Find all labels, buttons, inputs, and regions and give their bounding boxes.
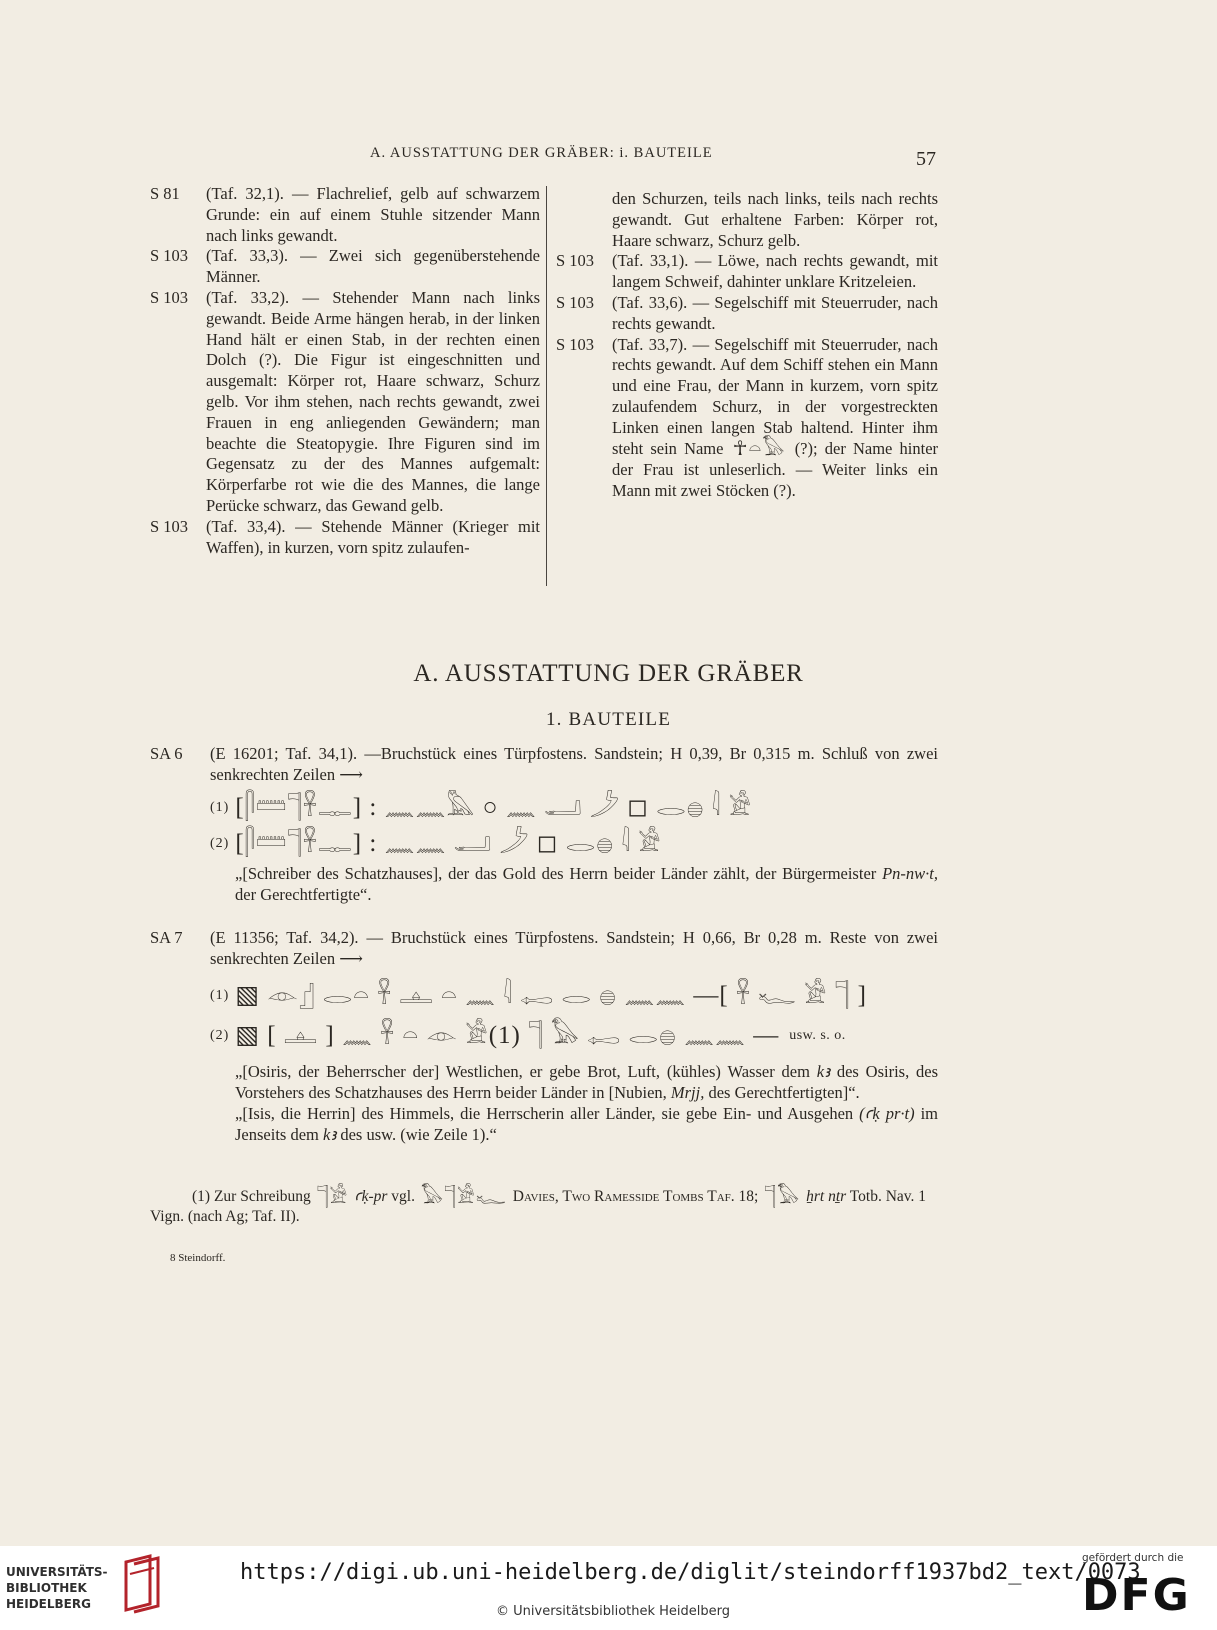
hieroglyph-text-icon: ▧ 𓁹𓊨 𓂋𓏏 𓋹 𓊵 𓏏 𓈖 𓇋 𓉻 𓂋 𓐍 𓈖𓈖 —[ 𓋹 𓆑 𓀀 𓊹 ] <box>235 981 867 1009</box>
footnote <box>150 1187 938 1227</box>
hieroglyph-icon: 𓅃𓊹𓀀𓆑 <box>420 1186 507 1209</box>
entry-text: (Taf. 33,6). — Segelschiff mit Steuerruder, nach rechts gewandt. <box>612 292 938 333</box>
line-number: (1) <box>210 987 230 1003</box>
catalog-entry <box>150 288 540 517</box>
viewer-footer <box>0 1546 1217 1630</box>
page-number: 57 <box>916 148 936 170</box>
hieroglyph-line <box>210 975 938 1015</box>
catalog-entry <box>150 184 540 246</box>
entry-text: (Taf. 33,2). — Stehender Mann nach links gewandt. Beide Arme hängen herab, in der linken Hand hält er einen Stab, in der rechten einen Dolch (?). Die Figur ist eingeschnitten und ausgemalt: Körper rot, Haare schwarz, Schurz gelb. Vor ihm stehen, nach rechts gewandt, zwei Frauen in eng anliegenden Gewändern; man beachte die Steatopygie. Ihre Figuren sind im Gegensatz zu der des Mannes aufgemalt: Körperfarbe rot wie die des Mannes, die lange Perücke schwarz, das Gewand gelb. <box>206 287 540 515</box>
sheet-signature: 8 Steindorff. <box>170 1252 226 1264</box>
translation-text: im Jenseits dem <box>235 1104 939 1144</box>
line-number: (2) <box>210 1027 230 1043</box>
entry-signature: S 103 <box>556 251 595 271</box>
translation <box>150 1103 938 1145</box>
library-logo-icon[interactable] <box>120 1554 164 1618</box>
entry-text: (Taf. 33,3). — Zwei sich gegenüberstehende Männer. <box>206 246 540 287</box>
library-name-line: UNIVERSITÄTS- <box>6 1565 108 1579</box>
line-number: (2) <box>210 835 230 851</box>
hieroglyph-lines <box>150 975 938 1055</box>
hieroglyph-text-icon: [𓋴𓏠𓊹𓋹𓊃] : 𓈖𓈖𓅓 ○ 𓈖 𓂝 𓌳 ◻ 𓂋𓐍 𓇋 𓀀 <box>235 793 753 821</box>
hieroglyph-text-icon: ▧ [ 𓊵 ] 𓈖 𓋹 𓏏 𓁹 𓀀(1) 𓊹 𓅃 𓉻 𓂋𓐍 𓈖𓈖 — <box>235 1021 780 1049</box>
footnote-text: vgl. <box>391 1188 415 1205</box>
hieroglyph-name-icon: ☥𓏏𓅃 <box>732 438 786 461</box>
hieroglyph-line <box>210 1015 938 1055</box>
entry-text: (Taf. 33,4). — Stehende Männer (Krieger mit Waffen), in kurzen, vorn spitz zulaufen- <box>206 516 540 557</box>
permalink-url[interactable]: https://digi.ub.uni-heidelberg.de/diglit/steindorff1937bd2_text/0073 <box>240 1560 1141 1585</box>
hieroglyph-icon: 𓊹𓅃 <box>764 1186 801 1209</box>
catalog-entry <box>150 927 938 969</box>
translation-text: „[Isis, die Herrin] des Himmels, die Herrscherin aller Länder, sie gebe Ein- und Ausgehen <box>235 1104 854 1123</box>
copyright-notice: © Universitätsbibliothek Heidelberg <box>496 1604 731 1619</box>
transliteration: ẖrt nṯr <box>806 1188 847 1205</box>
transliteration: ꜥḳ-pr <box>354 1188 388 1205</box>
section-title: A. AUSSTATTUNG DER GRÄBER <box>413 660 804 687</box>
running-head: A. AUSSTATTUNG DER GRÄBER: i. BAUTEILE <box>370 145 713 161</box>
right-column <box>556 189 938 502</box>
footnote-reference: Davies, Two Ramesside Tombs Taf. 18; <box>512 1188 759 1205</box>
hieroglyph-line <box>210 789 938 825</box>
entry-text: (Taf. 33,1). — Löwe, nach rechts gewandt, mit langem Schweif, dahinter unklare Kritzeleien. <box>612 251 938 292</box>
entry-continuation <box>556 189 938 251</box>
entry-signature: S 103 <box>150 246 189 266</box>
translation-text: „[Osiris, der Beherrscher der] Westlichen, er gebe Brot, Luft, (kühles) Wasser dem <box>235 1062 810 1081</box>
entry-signature: S 103 <box>556 292 595 312</box>
entry-signature: S 103 <box>150 516 189 536</box>
footnote-text: Totb. Nav. 1 Vign. (nach Ag; Taf. II). <box>150 1188 927 1226</box>
translation <box>150 1061 938 1103</box>
catalog-entry <box>150 246 540 288</box>
catalog-entry <box>556 251 938 293</box>
entry-text: (E 16201; Taf. 34,1). —Bruchstück eines Türpfostens. Sandstein; H 0,39, Br 0,315 m. Schluß von zwei senkrechten Zeilen ⟶ <box>210 744 938 784</box>
entry-signature: S 103 <box>556 334 595 354</box>
entry-sa7 <box>150 927 938 1145</box>
funding-label: gefördert durch die <box>1082 1552 1184 1564</box>
entry-signature: SA 7 <box>150 928 183 947</box>
transliteration: (ꜥḳ pr·t) <box>859 1104 915 1123</box>
dfg-logo[interactable]: DFG <box>1082 1570 1191 1621</box>
library-name-line: HEIDELBERG <box>6 1597 91 1611</box>
hieroglyph-text-icon: [𓋴𓏠𓊹𓋹𓊃] : 𓈖𓈖 𓂝 𓌳 ◻ 𓂋𓐍 𓇋 𓀀 <box>235 829 662 857</box>
hieroglyph-icon: 𓊹𓀀 <box>316 1186 349 1209</box>
catalog-entry <box>556 293 938 335</box>
column-divider <box>546 186 547 586</box>
translation-text: des usw. (wie Zeile 1).“ <box>340 1125 497 1144</box>
transliteration: Mrjj, <box>670 1083 705 1102</box>
catalog-entry <box>150 517 540 559</box>
entry-sa6 <box>150 743 938 905</box>
catalog-entry <box>150 743 938 785</box>
entry-text: (Taf. 32,1). — Flachrelief, gelb auf schwarzem Grunde: ein auf einem Stuhle sitzender Mann nach links gewandt. <box>206 184 540 245</box>
transliteration: kꜣ <box>323 1125 337 1144</box>
catalog-entry <box>556 335 938 502</box>
translation-text: des Osiris, des Vorstehers des Schatzhauses des Herrn beider Länder in [Nubien, <box>235 1062 939 1102</box>
footnote-text: Zur Schreibung <box>213 1188 311 1205</box>
translation-text: der Gerechtfertigte“. <box>235 885 372 904</box>
entry-text: (E 11356; Taf. 34,2). — Bruchstück eines Türpfostens. Sandstein; H 0,66, Br 0,28 m. Reste von zwei senkrechten Zeilen ⟶ <box>210 928 938 968</box>
entry-signature: S 103 <box>150 287 189 307</box>
translation-text: des Gerechtfertigten]“. <box>708 1083 860 1102</box>
left-column <box>150 184 540 558</box>
footnote-marker: (1) <box>192 1188 211 1205</box>
entry-signature: SA 6 <box>150 744 183 763</box>
translation <box>150 863 938 905</box>
library-name-line: BIBLIOTHEK <box>6 1581 87 1595</box>
sub-title: 1. BAUTEILE <box>545 709 672 730</box>
entry-text: den Schurzen, teils nach links, teils nach rechts gewandt. Gut erhaltene Farben: Körper rot, Haare schwarz, Schurz gelb. <box>612 189 938 250</box>
entry-text: (Taf. 33,7). — Segelschiff mit Steuerruder, nach rechts gewandt. Auf dem Schiff stehen ein Mann und eine Frau, der Mann in kurzem, vorn spitz zulaufendem Schurz, in der vorgestreckten Linken einen langen Stab haltend. Hinter ihm steht sein Name <box>612 334 938 458</box>
line-number: (1) <box>210 799 230 815</box>
library-logo-text[interactable] <box>6 1564 108 1612</box>
hieroglyph-line <box>210 825 938 861</box>
transliteration: kꜣ <box>816 1062 830 1081</box>
hieroglyph-lines <box>150 789 938 861</box>
line-tail: usw. s. o. <box>789 1027 846 1043</box>
transliteration: Pn-nw·t, <box>882 864 939 883</box>
entry-text: (?); der Name hinter der Frau ist unleserlich. — Weiter links ein Mann mit zwei Stöcken (?). <box>612 438 939 500</box>
translation-text: „[Schreiber des Schatzhauses], der das Gold des Herrn beider Länder zählt, der Bürgermeister <box>235 864 877 883</box>
entry-signature: S 81 <box>150 184 180 203</box>
